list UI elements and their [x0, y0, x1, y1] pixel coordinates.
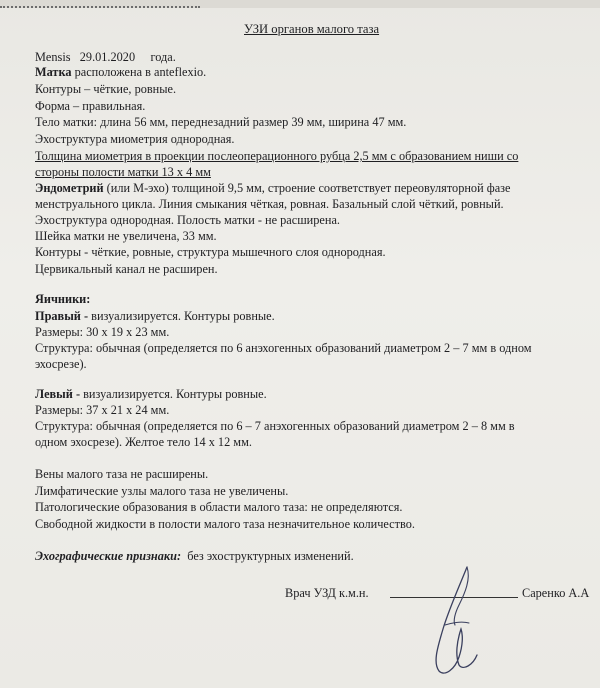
- mensis-suffix: года.: [150, 50, 176, 64]
- endometrium-line-1: [35, 181, 510, 195]
- handwritten-signature: [415, 565, 495, 680]
- lymph-finding: Лимфатические узлы малого таза не увеличены.: [35, 484, 289, 498]
- cervix-line-3: Цервикальный канал не расширен.: [35, 262, 218, 276]
- top-cropped-line: [0, 0, 600, 8]
- right-ovary-visual: визуализируется. Контуры ровные.: [91, 309, 275, 323]
- right-ovary-line: [35, 309, 275, 323]
- scar-line-2: стороны полости матки 13 х 4 мм: [35, 165, 211, 179]
- mensis-line: [35, 50, 176, 64]
- cervix-line-2: Контуры - чёткие, ровные, структура мышечного слоя однородная.: [35, 245, 386, 259]
- veins-finding: Вены малого таза не расширены.: [35, 467, 209, 481]
- mensis-label: Mensis: [35, 50, 71, 64]
- pathology-finding: Патологические образования в области малого таза: не определяются.: [35, 500, 403, 514]
- left-ovary-size: Размеры: 37 х 21 х 24 мм.: [35, 403, 170, 417]
- scar-line-1: Толщина миометрия в проекции послеоперационного рубца 2,5 мм с образованием ниши со: [35, 149, 519, 163]
- right-ovary-size: Размеры: 30 х 19 х 23 мм.: [35, 325, 170, 339]
- left-ovary-line: [35, 387, 267, 401]
- uterus-contours: Контуры – чёткие, ровные.: [35, 82, 177, 96]
- fluid-finding: Свободной жидкости в полости малого таза незначительное количество.: [35, 517, 415, 531]
- endometrium-label: Эндометрий: [35, 181, 104, 195]
- left-ovary-structure-1: Структура: обычная (определяется по 6 – 7 анэхогенных образований диаметром 2 – 8 мм в: [35, 419, 515, 433]
- mensis-date: 29.01.2020: [79, 50, 136, 64]
- right-ovary-label: Правый -: [35, 309, 89, 323]
- report-title: УЗИ органов малого таза: [244, 22, 380, 36]
- left-ovary-label: Левый -: [35, 387, 81, 401]
- endometrium-text-1: (или М-эхо) толщиной 9,5 мм, строение соответствует переовуляторной фазе: [106, 181, 511, 195]
- conclusion-text: без эхоструктурных изменений.: [187, 549, 354, 563]
- left-ovary-visual: визуализируется. Контуры ровные.: [83, 387, 267, 401]
- cervix-line-1: Шейка матки не увеличена, 33 мм.: [35, 229, 217, 243]
- doctor-name: Саренко А.А: [522, 586, 590, 600]
- right-ovary-structure-1: Структура: обычная (определяется по 6 анэхогенных образований диаметром 2 – 7 мм в одном: [35, 341, 532, 355]
- endometrium-line-3: Эхоструктура однородная. Полость матки - не расширена.: [35, 213, 340, 227]
- right-ovary-structure-2: эхосрезе).: [35, 357, 87, 371]
- uterus-body-size: Тело матки: длина 56 мм, переднезадний размер 39 мм, ширина 47 мм.: [35, 115, 407, 129]
- uterus-label: Матка: [35, 65, 72, 79]
- conclusion-line: [35, 549, 354, 563]
- uterus-position-line: [35, 65, 206, 79]
- myometrium-echostructure: Эхоструктура миометрия однородная.: [35, 132, 235, 146]
- endometrium-line-2: менструального цикла. Линия смыкания чёткая, ровная. Базальный слой чёткий, ровный.: [35, 197, 504, 211]
- ovaries-heading: Яичники:: [35, 292, 91, 306]
- left-ovary-structure-2: одном эхосрезе). Желтое тело 14 х 12 мм.: [35, 435, 252, 449]
- uterus-shape: Форма – правильная.: [35, 99, 146, 113]
- uterus-position: расположена в anteflexio.: [74, 65, 207, 79]
- doctor-label: Врач УЗД к.м.н.: [285, 586, 369, 600]
- conclusion-label: Эхографические признаки:: [35, 549, 182, 563]
